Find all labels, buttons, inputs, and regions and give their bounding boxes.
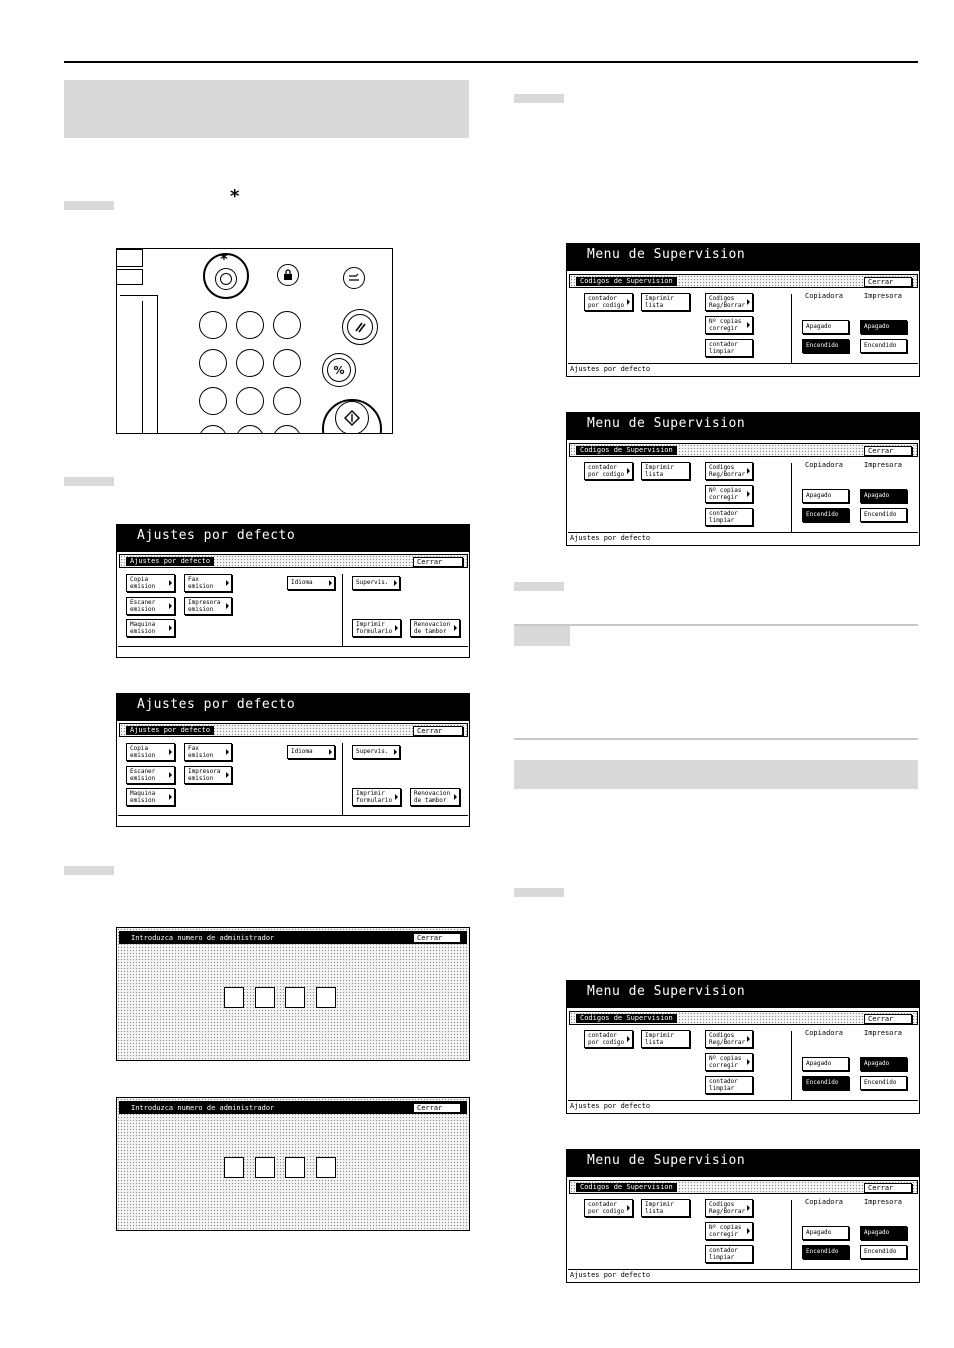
register-delete-codes-button[interactable]: Codigos Reg/Borrar [705,462,753,480]
status-divider [568,363,918,364]
numeric-key [273,387,301,415]
copier-on-button[interactable]: Encendido [802,508,849,522]
divider [342,743,343,815]
status-divider [568,1100,918,1101]
drum-renewal-button[interactable]: Renovacion de tambor [410,788,460,806]
digit-box [255,987,275,1008]
arrow-right-icon [747,299,750,305]
status-divider [568,1269,918,1270]
arrow-right-icon [454,794,457,800]
status-text: Ajustes por defecto [570,1271,651,1279]
copier-label: Copiadora [805,1029,843,1037]
arrow-right-icon [169,603,172,609]
numeric-key [273,425,301,434]
arrow-right-icon [627,1205,630,1211]
screen-title: Menu de Supervision [587,416,746,431]
counter-by-code-button[interactable]: contador por codigo [584,293,633,311]
supervision-button[interactable]: Supervis. [352,576,400,590]
reset-key-icon [342,309,378,345]
arrow-right-icon [627,299,630,305]
copier-label: Copiadora [805,461,843,469]
step-marker-3 [64,866,114,875]
default-settings-screen [116,524,470,658]
screen-title: Introduzca numero de administrador [131,934,275,942]
counter-by-code-button[interactable]: contador por codigo [584,462,633,480]
screen-title-bar [567,413,919,440]
register-delete-codes-button[interactable]: Codigos Reg/Borrar [705,293,753,311]
language-button[interactable]: Idioma [287,745,335,759]
arrow-right-icon [226,772,229,778]
tab-supervision-codes[interactable]: Codigos de Supervision [576,1183,677,1192]
status-text: Ajustes por defecto [570,534,651,542]
close-button[interactable]: Cerrar [413,1103,461,1113]
close-button[interactable]: Cerrar [864,446,912,456]
numeric-key [236,311,264,339]
printer-label: Impresora [864,1029,902,1037]
screen-title: Ajustes por defecto [137,528,296,543]
screen-title: Introduzca numero de administrador [131,1104,275,1112]
printer-on-button[interactable]: Encendido [860,1076,907,1090]
section-heading-block [64,80,469,138]
supervision-menu-screen [566,243,920,377]
arrow-right-icon [747,1036,750,1042]
supervision-menu-screen [566,980,920,1114]
arrow-right-icon [169,794,172,800]
drum-renewal-button[interactable]: Renovacion de tambor [410,619,460,637]
top-rule [64,61,918,63]
stop-clear-key-icon: % [322,353,356,387]
printer-label: Impresora [864,1198,902,1206]
fax-default-button[interactable]: Fax emision [184,574,232,592]
tab-default-settings[interactable]: Ajustes por defecto [126,557,214,566]
tab-supervision-codes[interactable]: Codigos de Supervision [576,1014,677,1023]
scanner-default-button[interactable]: Escaner emision [126,597,175,615]
close-button[interactable]: Cerrar [413,726,463,736]
arrow-right-icon [226,603,229,609]
copy-default-button[interactable]: Copia emision [126,574,175,592]
close-button[interactable]: Cerrar [413,557,463,567]
clear-counter-button[interactable]: contador limpiar [705,1245,753,1263]
arrow-right-icon [747,1205,750,1211]
supervision-menu-screen [566,412,920,546]
arrow-right-icon [395,794,398,800]
asterisk-symbol: * [230,186,240,207]
step-marker-2 [64,477,114,486]
arrow-right-icon [226,580,229,586]
tab-supervision-codes[interactable]: Codigos de Supervision [576,277,677,286]
print-list-button[interactable]: Imprimir lista [641,293,690,311]
machine-default-button[interactable]: Maquina emision [126,619,175,637]
printer-off-button[interactable]: Apagado [860,1057,907,1071]
printer-off-button[interactable]: Apagado [860,320,907,334]
machine-default-button[interactable]: Maquina emision [126,788,175,806]
copier-off-button[interactable]: Apagado [802,320,849,334]
fax-default-button[interactable]: Fax emision [184,743,232,761]
register-delete-codes-button[interactable]: Codigos Reg/Borrar [705,1030,753,1048]
close-button[interactable]: Cerrar [864,277,912,287]
counter-by-code-button[interactable]: contador por codigo [584,1030,633,1048]
arrow-right-icon [169,772,172,778]
divider [791,1200,792,1270]
printer-on-button[interactable]: Encendido [860,508,907,522]
copier-off-button[interactable]: Apagado [802,1226,849,1240]
arrow-right-icon [329,749,332,755]
status-divider [118,646,468,647]
arrow-right-icon [747,468,750,474]
status-text: Ajustes por defecto [570,1102,651,1110]
arrow-right-icon [747,1228,750,1234]
supervision-button[interactable]: Supervis. [352,745,400,759]
copier-on-button[interactable]: Encendido [802,1076,849,1090]
printer-label: Impresora [864,461,902,469]
note-bottom-rule [514,738,918,740]
divider [791,294,792,364]
digit-box [224,1157,244,1178]
digit-box [285,987,305,1008]
numeric-key [199,387,227,415]
arrow-right-icon [329,580,332,586]
print-form-button[interactable]: Imprimir formulario [352,619,401,637]
arrow-right-icon [627,1036,630,1042]
print-list-button[interactable]: Imprimir lista [641,1199,690,1217]
tab-supervision-codes[interactable]: Codigos de Supervision [576,446,677,455]
divider [791,1031,792,1101]
lock-icon [277,264,299,286]
print-list-button[interactable]: Imprimir lista [641,1030,690,1048]
arrow-right-icon [169,749,172,755]
numeric-key [199,349,227,377]
printer-off-button[interactable]: Apagado [860,489,907,503]
supervision-key-icon: * [203,253,249,299]
correct-copies-button[interactable]: Nº copias corregir [705,316,753,334]
default-settings-screen [116,693,470,827]
clear-counter-button[interactable]: contador limpiar [705,339,753,357]
correct-copies-button[interactable]: Nº copias corregir [705,1222,753,1240]
digit-box [255,1157,275,1178]
screen-title-bar [117,525,469,552]
numeric-key [236,349,264,377]
note-marker [514,626,570,646]
screen-title: Menu de Supervision [587,984,746,999]
interrupt-icon [343,267,365,289]
status-divider [568,532,918,533]
arrow-right-icon [395,625,398,631]
arrow-right-icon [454,625,457,631]
arrow-right-icon [169,625,172,631]
copy-default-button[interactable]: Copia emision [126,743,175,761]
screen-title-bar [117,694,469,721]
numeric-key [199,311,227,339]
step-marker-5 [514,582,564,591]
supervision-menu-screen [566,1149,920,1283]
copier-label: Copiadora [805,292,843,300]
step-marker-1 [64,201,114,210]
digit-box [316,1157,336,1178]
status-divider [118,815,468,816]
copier-off-button[interactable]: Apagado [802,1057,849,1071]
arrow-right-icon [627,468,630,474]
copier-on-button[interactable]: Encendido [802,1245,849,1259]
numeric-key [273,349,301,377]
clear-counter-button[interactable]: contador limpiar [705,508,753,526]
numeric-key [236,425,264,434]
register-delete-codes-button[interactable]: Codigos Reg/Borrar [705,1199,753,1217]
tab-default-settings[interactable]: Ajustes por defecto [126,726,214,735]
arrow-right-icon [394,749,397,755]
close-button[interactable]: Cerrar [413,933,461,943]
digit-box [316,987,336,1008]
correct-copies-button[interactable]: Nº copias corregir [705,485,753,503]
arrow-right-icon [747,491,750,497]
digit-box [224,987,244,1008]
numeric-key [273,311,301,339]
numeric-key [236,387,264,415]
copier-on-button[interactable]: Encendido [802,339,849,353]
arrow-right-icon [394,580,397,586]
status-text: Ajustes por defecto [570,365,651,373]
print-form-button[interactable]: Imprimir formulario [352,788,401,806]
arrow-right-icon [747,1059,750,1065]
start-key-icon [322,399,382,434]
divider [342,574,343,646]
screen-title-bar [567,1150,919,1177]
screen-title: Ajustes por defecto [137,697,296,712]
numeric-key [199,425,227,434]
scanner-default-button[interactable]: Escaner emision [126,766,175,784]
screen-title-bar [567,981,919,1008]
arrow-right-icon [169,580,172,586]
admin-number-screen [116,927,470,1061]
close-button[interactable]: Cerrar [864,1014,912,1024]
copier-off-button[interactable]: Apagado [802,489,849,503]
arrow-right-icon [226,749,229,755]
step-marker-4 [514,94,564,103]
control-panel-illustration [116,248,393,434]
printer-off-button[interactable]: Apagado [860,1226,907,1240]
correct-copies-button[interactable]: Nº copias corregir [705,1053,753,1071]
clear-counter-button[interactable]: contador limpiar [705,1076,753,1094]
printer-on-button[interactable]: Encendido [860,339,907,353]
screen-title: Menu de Supervision [587,247,746,262]
screen-title-bar [567,244,919,271]
print-list-button[interactable]: Imprimir lista [641,462,690,480]
printer-default-button[interactable]: Impresora emision [184,766,232,784]
arrow-right-icon [747,322,750,328]
counter-by-code-button[interactable]: contador por codigo [584,1199,633,1217]
printer-default-button[interactable]: Impresora emision [184,597,232,615]
copier-label: Copiadora [805,1198,843,1206]
language-button[interactable]: Idioma [287,576,335,590]
digit-box [285,1157,305,1178]
section-heading-block [514,760,918,789]
printer-on-button[interactable]: Encendido [860,1245,907,1259]
note-top-rule [514,624,918,626]
divider [791,463,792,533]
screen-title: Menu de Supervision [587,1153,746,1168]
step-marker-6 [514,888,564,897]
admin-number-screen [116,1097,470,1231]
printer-label: Impresora [864,292,902,300]
close-button[interactable]: Cerrar [864,1183,912,1193]
